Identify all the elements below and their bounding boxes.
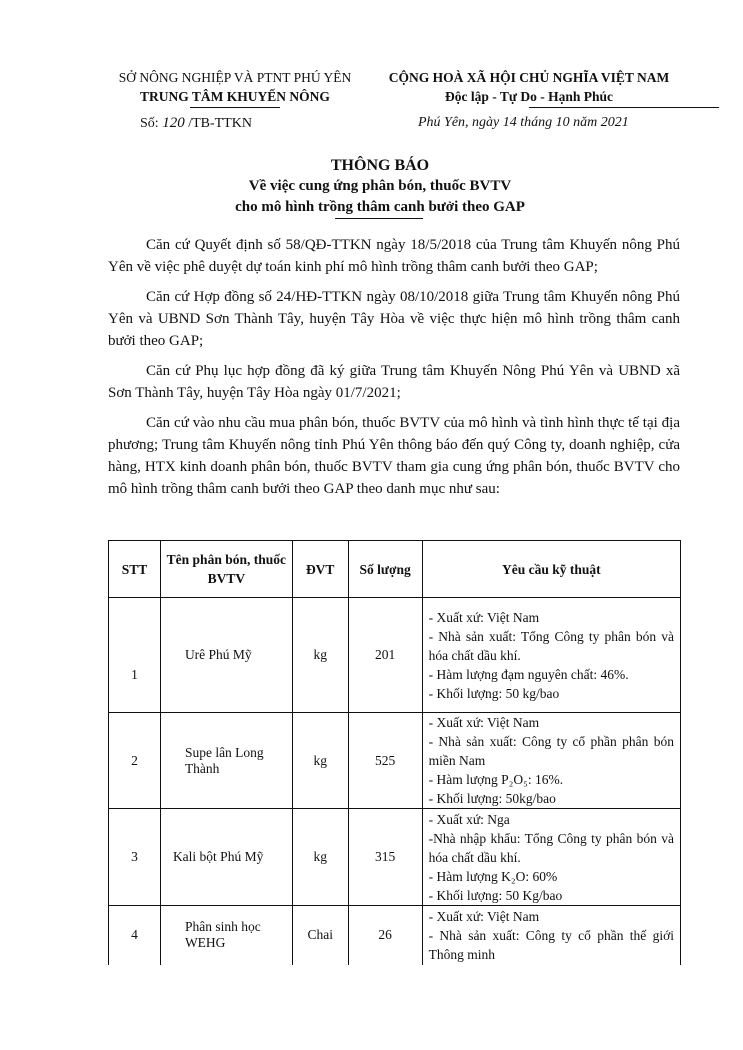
cell-unit: kg [292,598,348,713]
cell-unit: kg [292,713,348,809]
body-text [108,234,680,508]
doc-title: THÔNG BÁO [330,157,430,174]
req-line: - Hàm lượng P₂O₅: 16%. [428,772,564,787]
table-row [109,713,681,809]
req-line: - Hàm lượng đạm nguyên chất: 46%. [428,666,629,682]
product-table [108,540,681,965]
req-line: - Xuất xứ: Việt Nam [428,908,540,924]
col-unit-header: ĐVT [292,541,348,598]
cell-requirements [422,598,680,713]
doc-no-suffix: /TB-TTKN [188,116,252,131]
table-row [109,809,681,906]
req-line: - Xuất xứ: Việt Nam [428,715,540,730]
doc-no-value: 120 [162,115,185,131]
paragraph: Căn cứ vào nhu cầu mua phân bón, thuốc BVTV của mô hình và tình hình thực tế tại địa phương; Trung tâm Khuyến nông tỉnh Phú Yên thông báo đến quý Công ty, doanh nghiệp, cửa hàng, HTX kinh doanh phân bón, thuốc BVTV tham gia cung ứng phân bón, thuốc BVTV cho mô hình trồng thâm canh bưởi theo GAP theo danh mục như sau: [108,415,680,497]
agency-line2: TRUNG TÂM KHUYẾN NÔNG [140,89,330,104]
table-row [109,906,681,965]
document-number [140,115,252,132]
cell-unit: Chai [292,906,348,965]
cell-stt: 2 [109,713,161,809]
req-line: - Nhà sản xuất: Công ty cổ phần phân bón miền Nam [428,734,674,768]
cell-name: Phân sinh học WEHG [160,906,292,965]
title-underline [335,218,423,219]
req-line: - Nhà sản xuất: Công ty cổ phần thế giới Thông minh [428,927,674,962]
table-header-row [109,541,681,598]
place-date: Phú Yên, ngày 14 tháng 10 năm 2021 [418,115,629,130]
cell-name: Supe lân Long Thành [160,713,292,809]
req-line: - Nhà sản xuất: Tổng Công ty phân bón và hóa chất dầu khí. [428,628,674,663]
req-line: - Khối lượng: 50 Kg/bao [428,887,563,903]
col-stt-header: STT [109,541,161,598]
cell-stt: 1 [109,598,161,713]
cell-qty: 315 [348,809,422,906]
country-header [374,68,684,108]
cell-name: Urê Phú Mỹ [160,598,292,713]
cell-unit: kg [292,809,348,906]
cell-qty: 525 [348,713,422,809]
cell-requirements [422,906,680,965]
col-qty-header: Số lượng [348,541,422,598]
req-line: - Xuất xứ: Nga [428,811,510,827]
req-line: - Xuất xứ: Việt Nam [428,609,540,625]
paragraph: Căn cứ Hợp đồng số 24/HĐ-TTKN ngày 08/10/2018 giữa Trung tâm Khuyến nông Phú Yên và UBND Sơn Thành Tây, huyện Tây Hòa về việc thực hiện mô hình trồng thâm canh bưởi theo GAP; [108,289,680,349]
cell-qty: 201 [348,598,422,713]
table-row [109,598,681,713]
req-line: - Hàm lượng K₂O: 60% [428,868,558,884]
doc-subtitle-1: Về việc cung ứng phân bón, thuốc BVTV [248,178,512,194]
agency-line1: SỞ NÔNG NGHIỆP VÀ PTNT PHÚ YÊN [118,70,352,85]
title-block [140,155,620,218]
agency-underline [190,107,280,108]
motto-line: Độc lập - Tự Do - Hạnh Phúc [445,89,613,104]
cell-requirements [422,713,680,809]
cell-name: Kali bột Phú Mỹ [160,809,292,906]
agency-header [100,68,370,108]
col-name-header: Tên phân bón, thuốc BVTV [160,541,292,598]
req-line: - Khối lượng: 50kg/bao [428,791,556,806]
cell-qty: 26 [348,906,422,965]
req-line: -Nhà nhập khẩu: Tổng Công ty phân bón và hóa chất dầu khí. [428,830,674,865]
req-line: - Khối lượng: 50 kg/bao [428,685,560,701]
cell-stt: 4 [109,906,161,965]
cell-requirements [422,809,680,906]
paragraph: Căn cứ Quyết định số 58/QĐ-TTKN ngày 18/5/2018 của Trung tâm Khuyến nông Phú Yên về việc phê duyệt dự toán kinh phí mô hình trồng thâm canh bưởi theo GAP; [108,237,680,275]
paragraph: Căn cứ Phụ lục hợp đồng đã ký giữa Trung tâm Khuyến Nông Phú Yên và UBND xã Sơn Thành Tây, huyện Tây Hòa ngày 01/7/2021; [108,363,680,401]
cell-stt: 3 [109,809,161,906]
doc-no-prefix: Số: [140,116,159,131]
doc-subtitle-2: cho mô hình trồng thâm canh bưởi theo GAP [235,199,525,215]
col-req-header: Yêu cầu kỹ thuật [422,541,680,598]
country-line1: CỘNG HOÀ XÃ HỘI CHỦ NGHĨA VIỆT NAM [388,70,670,85]
motto-underline [529,107,719,108]
